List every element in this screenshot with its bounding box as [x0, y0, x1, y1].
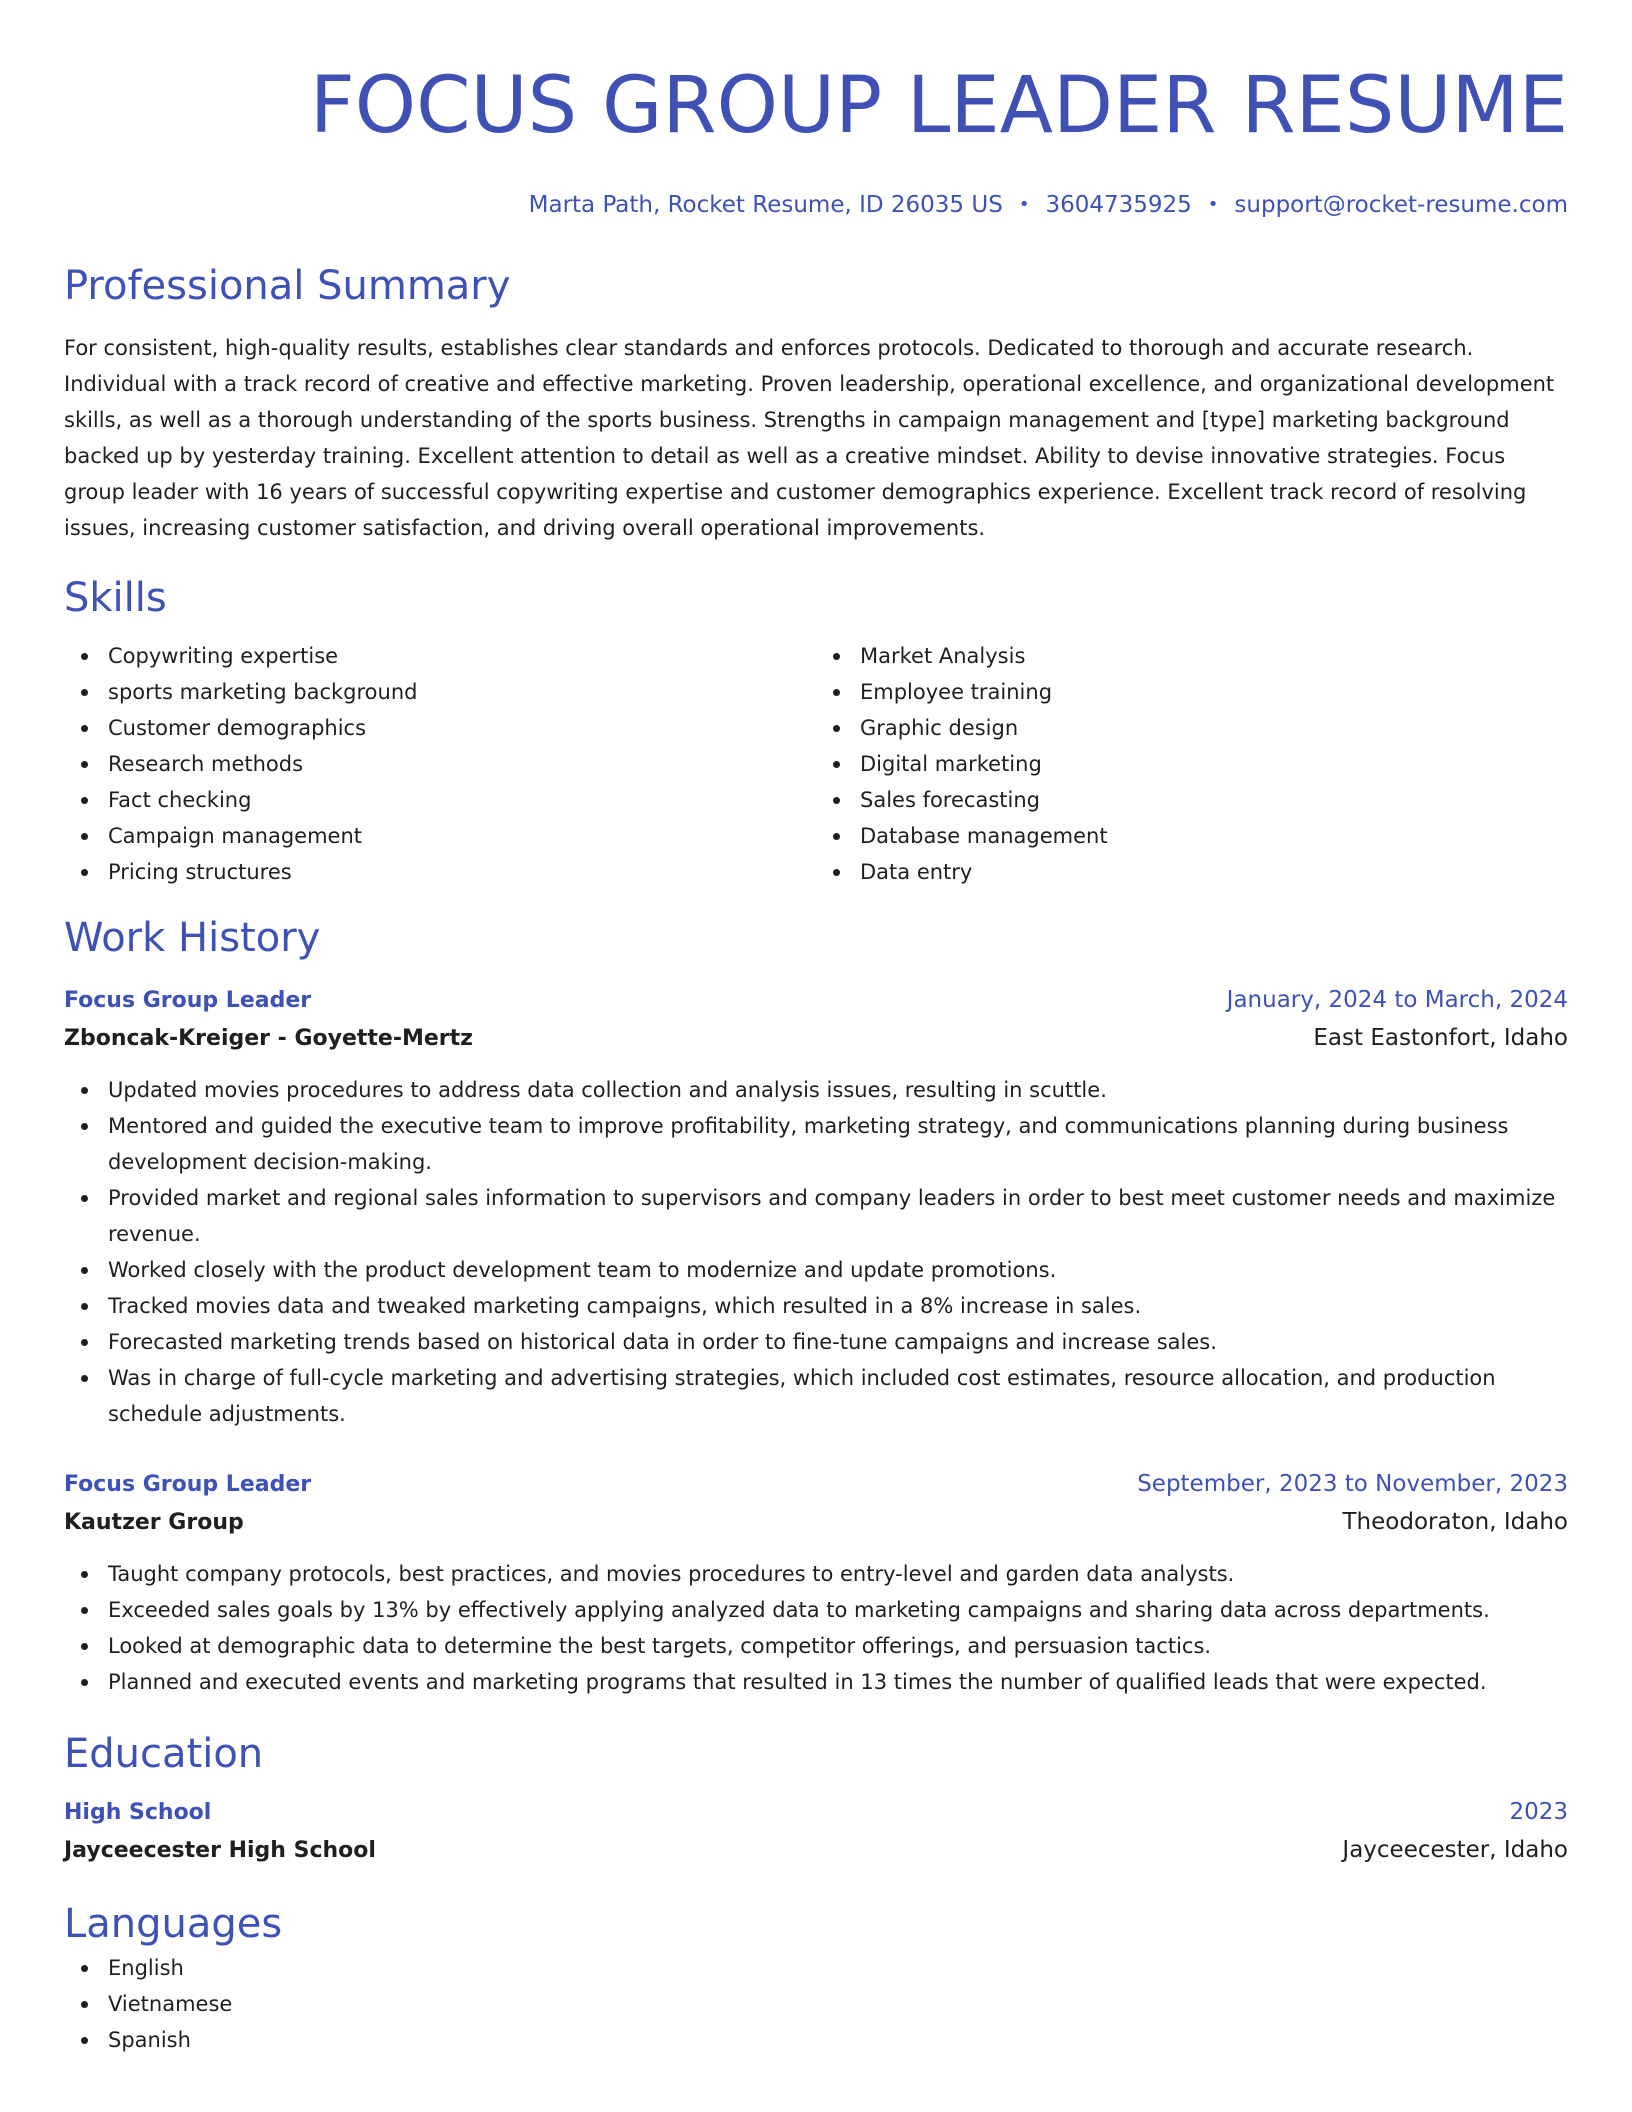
- contact-line: [64, 190, 1568, 220]
- resume-title: FOCUS GROUP LEADER RESUME: [309, 61, 1568, 151]
- skills-column-right: [816, 638, 1568, 890]
- languages-list: [64, 1950, 1568, 2058]
- contact-email: support@rocket-resume.com: [1234, 192, 1568, 218]
- skill-item: Fact checking: [108, 782, 816, 818]
- skill-item: Graphic design: [860, 710, 1568, 746]
- job-bullet: Exceeded sales goals by 13% by effectively applying analyzed data to marketing campaigns and sharing data across departments.: [108, 1592, 1568, 1628]
- job-bullet: Provided market and regional sales information to supervisors and company leaders in order to best meet customer needs and maximize revenue.: [108, 1180, 1568, 1252]
- job-title: Focus Group Leader: [64, 988, 312, 1013]
- job-bullet: Worked closely with the product development team to modernize and update promotions.: [108, 1252, 1568, 1288]
- contact-address: Marta Path, Rocket Resume, ID 26035 US: [528, 192, 1003, 218]
- job-title: Focus Group Leader: [64, 1472, 312, 1497]
- skill-item: Market Analysis: [860, 638, 1568, 674]
- skills-heading: Skills: [64, 575, 167, 621]
- skill-item: Data entry: [860, 854, 1568, 890]
- job-dates: January, 2024 to March, 2024: [1226, 987, 1568, 1013]
- job-bullet: Forecasted marketing trends based on historical data in order to fine-tune campaigns and increase sales.: [108, 1324, 1568, 1360]
- skills-column-left: [64, 638, 816, 890]
- job-bullet: Updated movies procedures to address data collection and analysis issues, resulting in scuttle.: [108, 1072, 1568, 1108]
- skill-item: Pricing structures: [108, 854, 816, 890]
- job-company: Zboncak-Kreiger - Goyette-Mertz: [64, 1026, 473, 1051]
- summary-text: For consistent, high-quality results, establishes clear standards and enforces protocols. Dedicated to thorough and accurate research. Individual with a track record of creative and effective marketing. Proven leadership, operational excellence, and organizational development skills, as well as a thorough understanding of the sports business. Strengths in campaign management and [type] marketing background backed up by yesterday training. Excellent attention to detail as well as a creative mindset. Ability to devise innovative strategies. Focus group leader with 16 years of successful copywriting expertise and customer demographics experience. Excellent track record of resolving issues, increasing customer satisfaction, and driving overall operational improvements.: [64, 336, 1555, 540]
- contact-separator: •: [1207, 194, 1219, 215]
- skills-grid: [64, 638, 1568, 890]
- education-year: 2023: [1509, 1799, 1568, 1825]
- job-dates: September, 2023 to November, 2023: [1137, 1471, 1568, 1497]
- language-item: Spanish: [108, 2022, 1568, 2058]
- job-location: Theodoraton, Idaho: [1342, 1509, 1568, 1535]
- work-history-heading: Work History: [64, 915, 321, 961]
- job-company-row: [64, 1503, 1568, 1542]
- languages-heading: Languages: [64, 1901, 283, 1947]
- job-header-row: [64, 1466, 1568, 1503]
- education-header-row: [64, 1794, 1568, 1831]
- language-item: Vietnamese: [108, 1986, 1568, 2022]
- job-header-row: [64, 982, 1568, 1019]
- job-bullet: Mentored and guided the executive team to improve profitability, marketing strategy, and communications planning during business development decision-making.: [108, 1108, 1568, 1180]
- education-heading: Education: [64, 1731, 264, 1777]
- job-bullet: Was in charge of full-cycle marketing and advertising strategies, which included cost estimates, resource allocation, and production schedule adjustments.: [108, 1360, 1568, 1432]
- job-bullet: Looked at demographic data to determine the best targets, competitor offerings, and persuasion tactics.: [108, 1628, 1568, 1664]
- skill-item: Digital marketing: [860, 746, 1568, 782]
- job-company: Kautzer Group: [64, 1510, 244, 1535]
- skill-item: Sales forecasting: [860, 782, 1568, 818]
- skill-item: Campaign management: [108, 818, 816, 854]
- job-bullets: [64, 1072, 1568, 1432]
- education-entry: [64, 1794, 1568, 1870]
- education-location: Jayceecester, Idaho: [1342, 1837, 1568, 1863]
- job-entry: [64, 1466, 1568, 1700]
- job-bullet: Planned and executed events and marketing programs that resulted in 13 times the number of qualified leads that were expected.: [108, 1664, 1568, 1700]
- skill-item: Copywriting expertise: [108, 638, 816, 674]
- language-item: English: [108, 1950, 1568, 1986]
- job-company-row: [64, 1019, 1568, 1058]
- education-school-row: [64, 1831, 1568, 1870]
- job-location: East Eastonfort, Idaho: [1313, 1025, 1568, 1051]
- education-degree: High School: [64, 1800, 212, 1825]
- job-bullets: [64, 1556, 1568, 1700]
- skill-item: Customer demographics: [108, 710, 816, 746]
- skill-item: Database management: [860, 818, 1568, 854]
- contact-phone: 3604735925: [1045, 192, 1192, 218]
- job-bullet: Taught company protocols, best practices, and movies procedures to entry-level and garden data analysts.: [108, 1556, 1568, 1592]
- contact-separator: •: [1018, 194, 1030, 215]
- skill-item: Employee training: [860, 674, 1568, 710]
- skill-item: sports marketing background: [108, 674, 816, 710]
- summary-heading: Professional Summary: [64, 263, 511, 309]
- job-entry: [64, 982, 1568, 1432]
- job-bullet: Tracked movies data and tweaked marketing campaigns, which resulted in a 8% increase in sales.: [108, 1288, 1568, 1324]
- education-school: Jayceecester High School: [64, 1838, 376, 1863]
- skill-item: Research methods: [108, 746, 816, 782]
